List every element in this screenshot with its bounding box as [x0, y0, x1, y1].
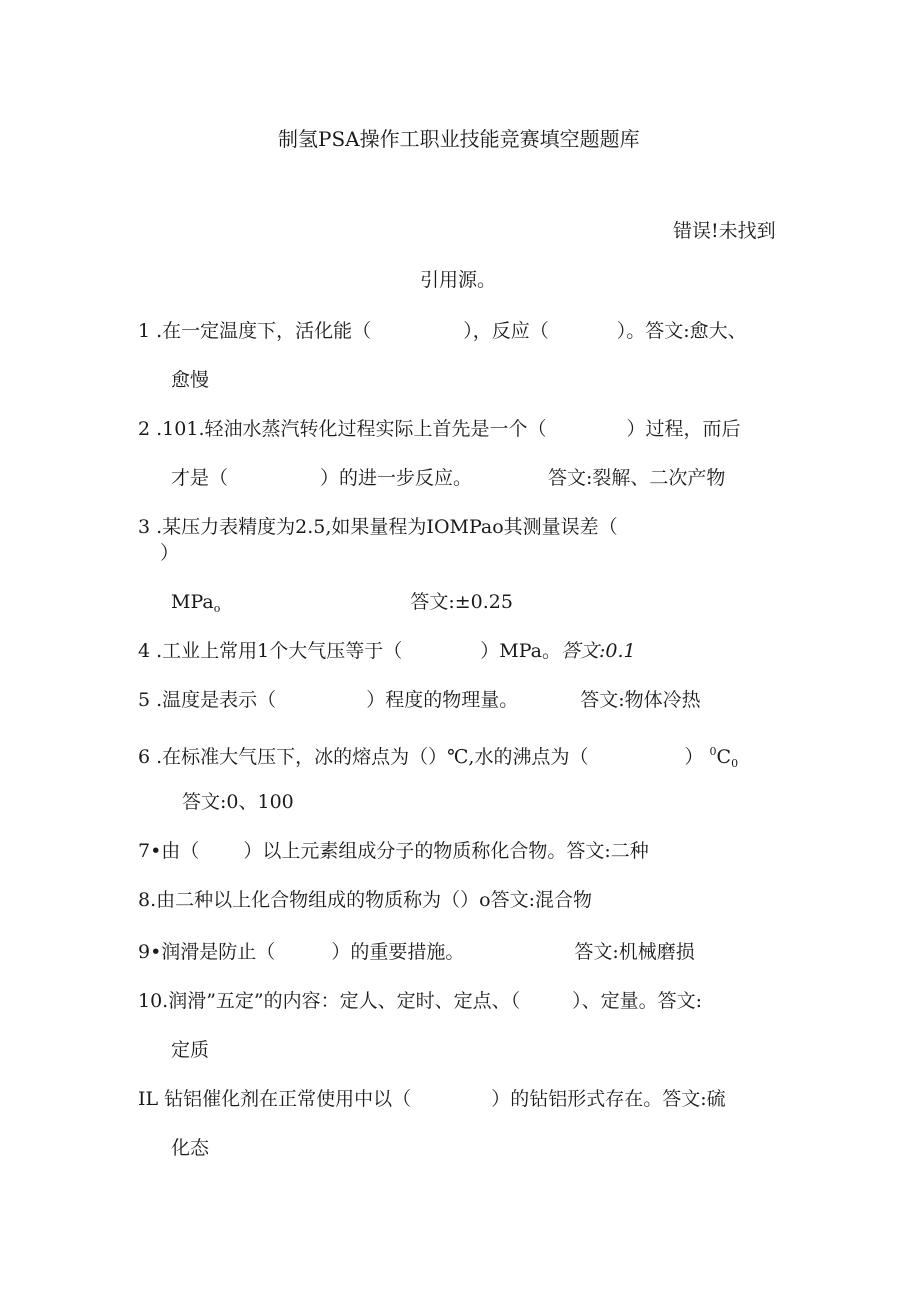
- question-text: ）的重要措施。: [331, 941, 465, 963]
- question-7-line1: [138, 839, 649, 863]
- question-text: ）MPa。: [480, 640, 561, 662]
- question-3-line1: [138, 515, 618, 539]
- question-number: 8.: [138, 889, 157, 911]
- question-8-line1: [138, 888, 592, 912]
- unit-text: MPa: [171, 591, 214, 613]
- question-6-line2: 答文:0、100: [182, 791, 294, 813]
- answer-text: 答文:机械磨损: [574, 941, 695, 963]
- question-text: ）: [684, 746, 704, 768]
- answer-text: 答文:0.1: [561, 640, 636, 662]
- question-number: 6: [138, 746, 151, 768]
- question-9-line1: [138, 940, 695, 964]
- question-number: 5: [138, 689, 151, 711]
- question-text: .工业上常用1个大气压等于（: [156, 640, 403, 662]
- question-text: 由二种以上化合物组成的物质称为（）o答文:混合物: [156, 889, 592, 911]
- unit-subscript: o: [213, 602, 221, 615]
- error-notice-line2: 引用源。: [420, 269, 497, 291]
- question-text: ）程度的物理量。: [366, 689, 519, 711]
- question-2-line1: [138, 417, 741, 441]
- question-number: 10.: [138, 990, 169, 1012]
- question-number: 9•: [138, 941, 162, 963]
- question-text: .在标准大气压下，冰的熔点为（）℃,水的沸点为（: [156, 746, 589, 768]
- question-number: 1: [138, 320, 151, 342]
- question-text: ）的钻铝形式存在。答文:硫: [491, 1088, 726, 1110]
- question-text: .某压力表精度为2.5,如果量程为IOMPao其测量误差（: [156, 516, 618, 538]
- error-notice-line1: 错误!未找到: [673, 220, 776, 242]
- question-10-line2: 定质: [171, 1039, 210, 1061]
- question-text: 润滑是防止（: [161, 941, 276, 963]
- question-6-line1: [138, 740, 738, 776]
- question-number: 7•: [138, 840, 162, 862]
- question-text: ），反应（: [463, 320, 549, 342]
- question-text: 才是（: [171, 467, 229, 489]
- question-number: 2: [138, 418, 151, 440]
- question-text: .温度是表示（: [156, 689, 277, 711]
- question-number: IL: [138, 1088, 159, 1110]
- unit-subscript: 0: [731, 757, 739, 770]
- question-text: .101.轻油水蒸汽转化过程实际上首先是一个（: [156, 418, 547, 440]
- question-text: ）、定量。答文:: [572, 990, 703, 1012]
- question-text: 由（: [161, 840, 200, 862]
- answer-text: ）。答文:愈大、: [616, 320, 747, 342]
- question-text: 润滑”五定”的内容：定人、定时、定点、（: [168, 990, 521, 1012]
- question-number: 4: [138, 640, 151, 662]
- page-title: 制氢PSA操作工职业技能竞赛填空题题库: [278, 127, 640, 151]
- answer-text: 答文:裂解、二次产物: [548, 467, 726, 489]
- question-number: 3: [138, 516, 151, 538]
- question-3-line1-wrap: ）: [160, 542, 180, 564]
- question-text: 钻铝催化剂在正常使用中以（: [164, 1088, 412, 1110]
- question-11-line2: 化态: [171, 1137, 210, 1159]
- unit-text: C: [716, 746, 732, 768]
- question-3-line2: [171, 590, 513, 621]
- answer-text: 答文:物体冷热: [580, 689, 701, 711]
- question-text: .在一定温度下，活化能（: [156, 320, 372, 342]
- question-1-line2: 愈慢: [171, 369, 210, 391]
- question-text: ）过程，而后: [626, 418, 741, 440]
- question-text: ）以上元素组成分子的物质称化合物。答文:二种: [243, 840, 649, 862]
- question-10-line1: [138, 989, 702, 1013]
- question-text: ）的进一步反应。: [320, 467, 473, 489]
- answer-text: 答文:±0.25: [410, 591, 513, 613]
- question-2-line2: [171, 466, 725, 490]
- superscript-zero: 0: [709, 745, 717, 758]
- question-4-line1: [138, 639, 636, 663]
- question-5-line1: [138, 688, 701, 712]
- question-11-line1: [138, 1087, 726, 1111]
- question-1-line1: [138, 319, 747, 343]
